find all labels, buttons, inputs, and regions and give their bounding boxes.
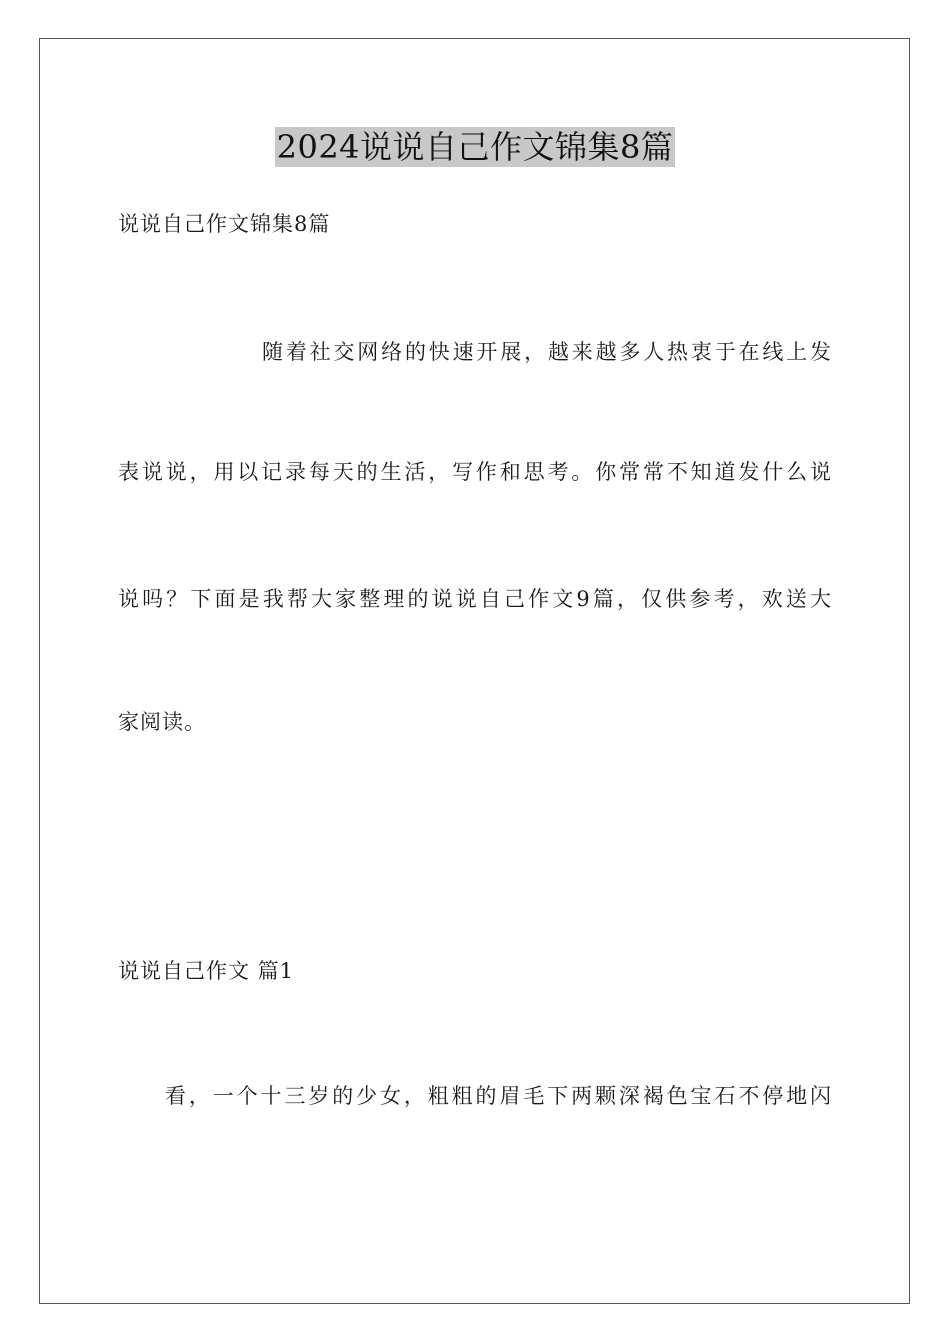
document-title: 2024说说自己作文锦集8篇 (276, 128, 674, 166)
intro-paragraph-line-1: 随着社交网络的快速开展，越来越多人热衷于在线上发 (262, 340, 832, 364)
intro-paragraph-line-3: 说吗？下面是我帮大家整理的说说自己作文9篇，仅供参考，欢送大 (118, 587, 832, 611)
intro-paragraph-line-4: 家阅读。 (118, 710, 206, 734)
section-heading: 说说自己作文 篇1 (118, 959, 295, 983)
document-title-container (0, 127, 950, 167)
section-paragraph-line-1: 看，一个十三岁的少女，粗粗的眉毛下两颗深褐色宝石不停地闪 (165, 1084, 832, 1108)
intro-paragraph-line-2: 表说说，用以记录每天的生活，写作和思考。你常常不知道发什么说 (118, 460, 832, 484)
document-subtitle: 说说自己作文锦集8篇 (118, 212, 331, 236)
